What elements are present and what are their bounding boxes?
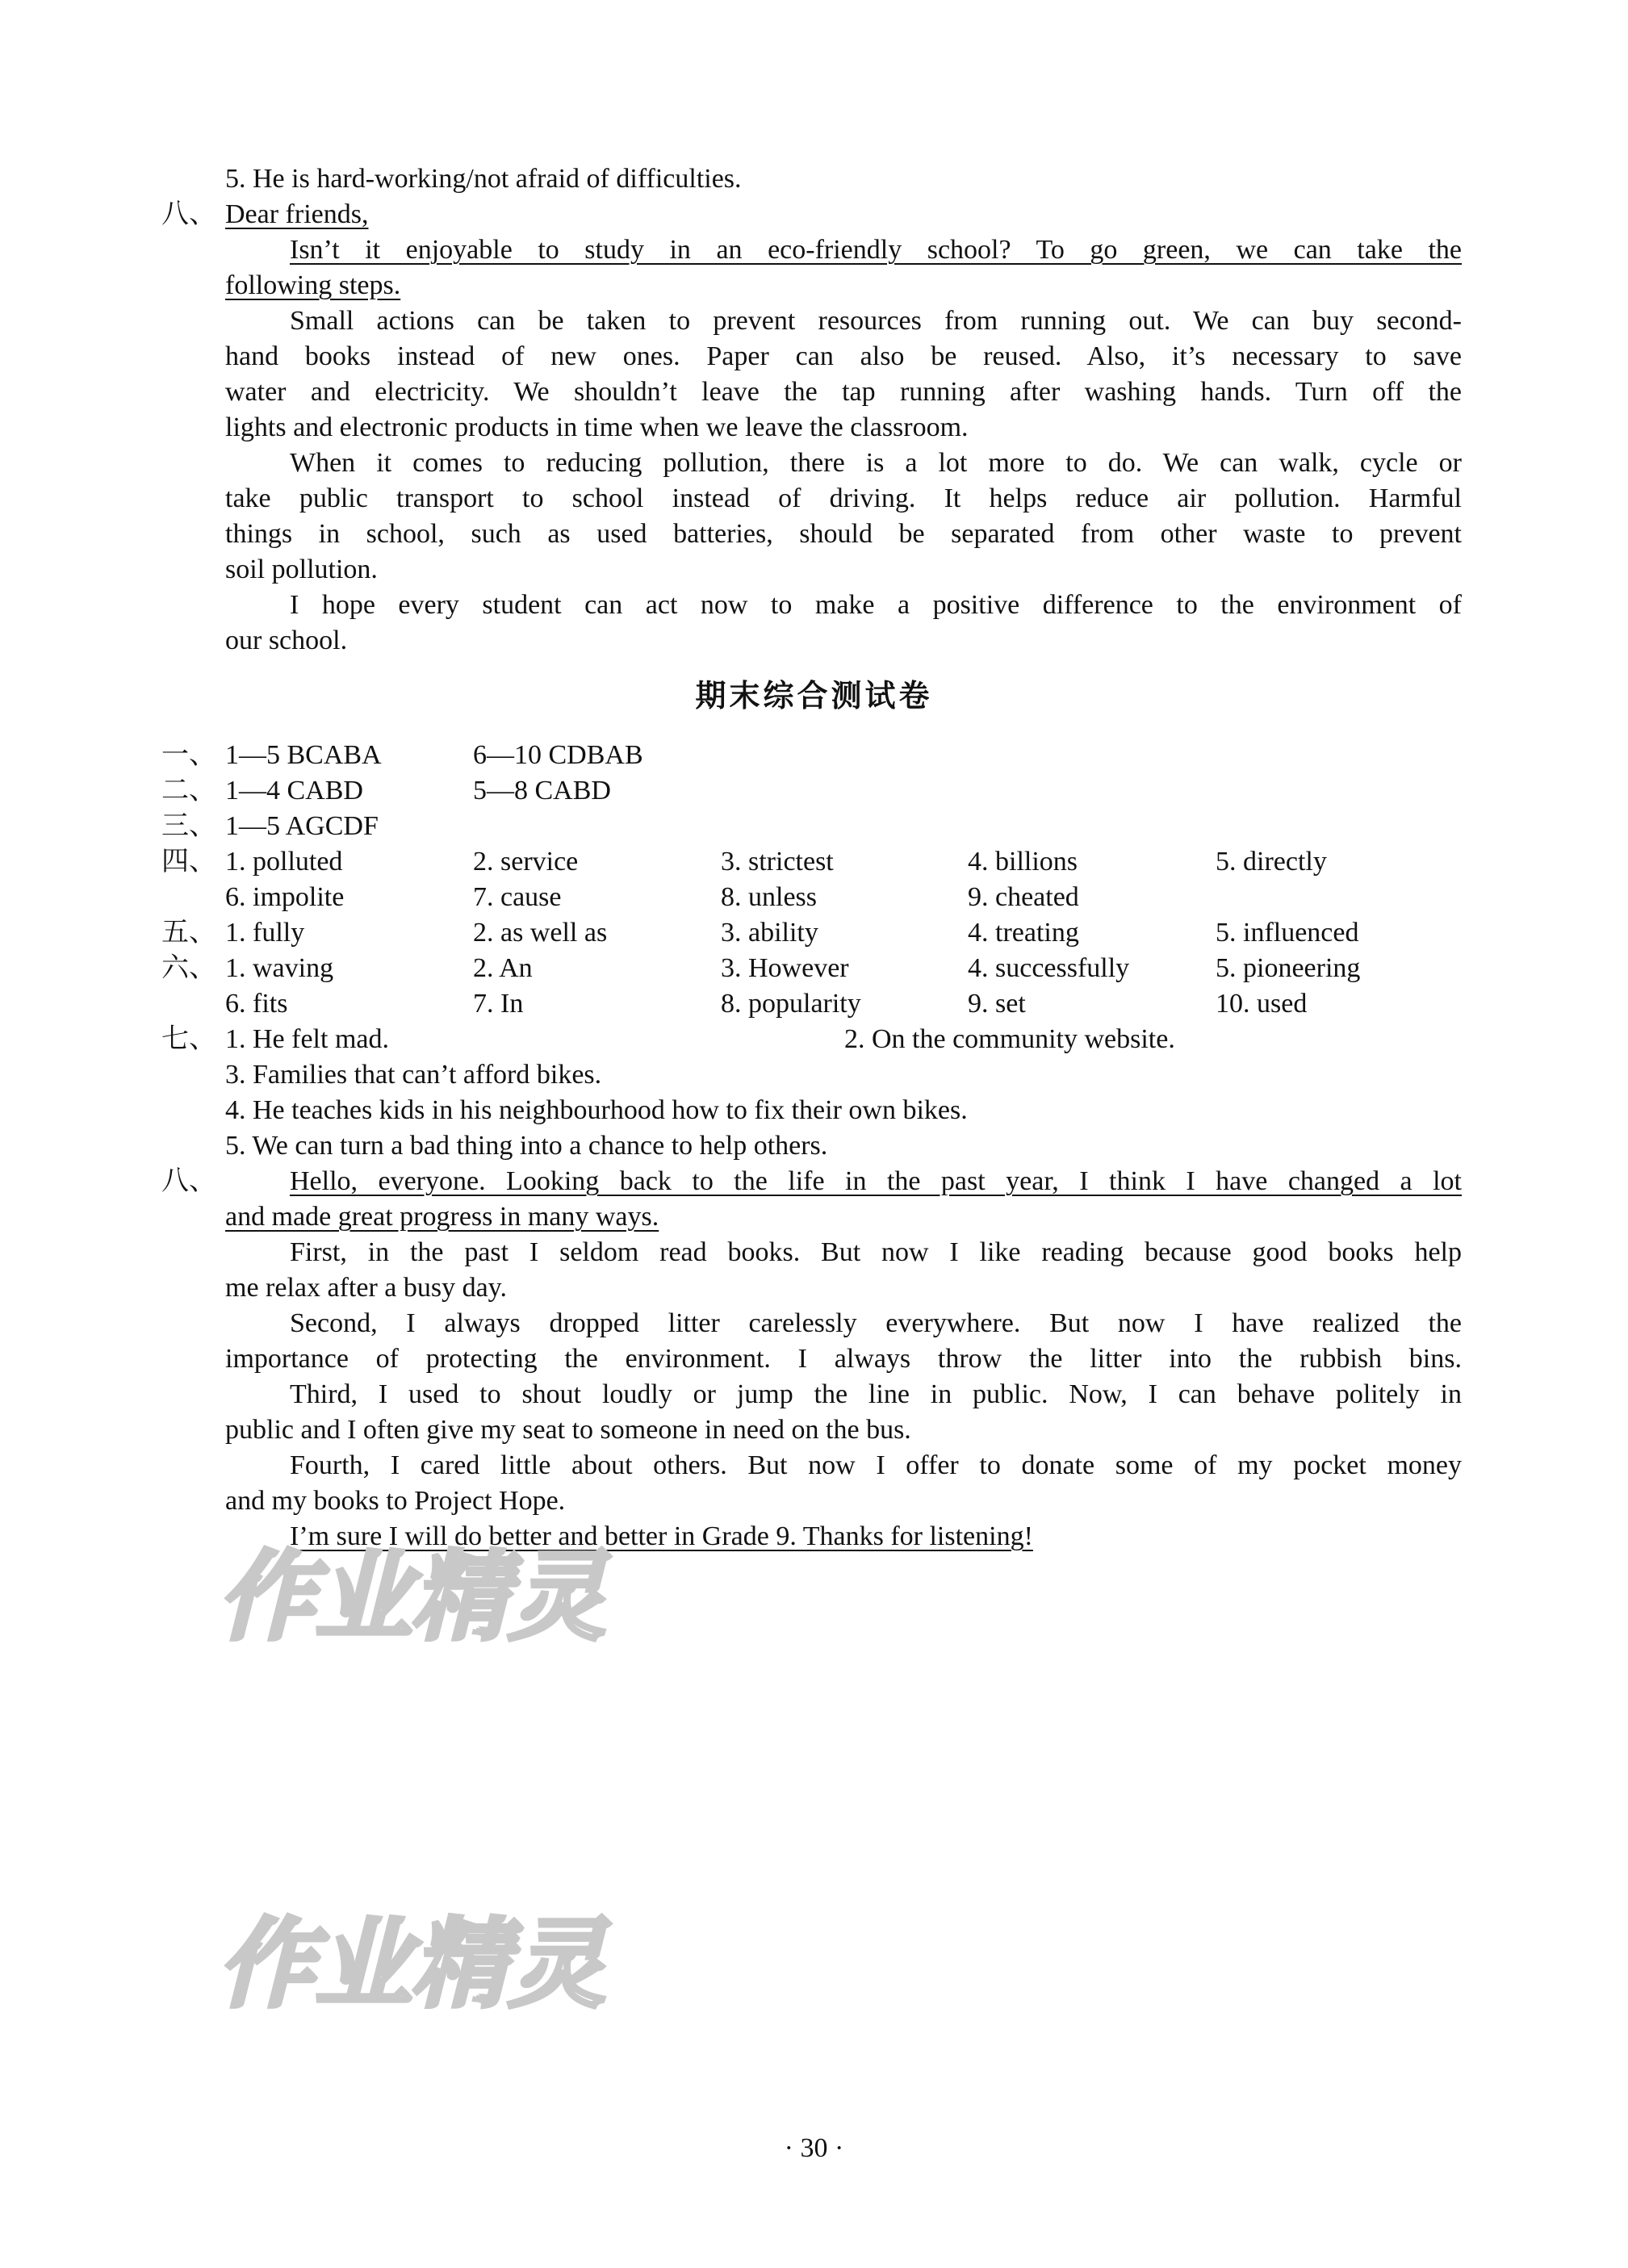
section-number-3: 三、 [161, 811, 216, 841]
answer-cell: 8. popularity [721, 989, 861, 1019]
answer-cell: 8. unless [721, 882, 817, 912]
answer-cell: 2. An [473, 953, 533, 983]
dot-left: · [784, 2133, 801, 2163]
answer-cell: 4. successfully [968, 953, 1130, 983]
answer-cell: 2. service [473, 847, 579, 877]
paragraph-line: Fourth, I cared little about others. But now I offer to donate some of my pocket money [290, 1450, 1462, 1480]
answer-cell: 3. However [721, 953, 849, 983]
paragraph-line: Third, I used to shout loudly or jump the line in public. Now, I can behave politely in [290, 1379, 1462, 1409]
exam-title: 期末综合测试卷 [695, 678, 933, 713]
dot-right: · [827, 2133, 844, 2163]
paragraph-line: and my books to Project Hope. [225, 1486, 566, 1516]
answer-group: 1—5 AGCDF [225, 811, 379, 841]
answer-cell: 1. waving [225, 953, 334, 983]
section-number-4: 四、 [161, 847, 216, 877]
watermark-text: 作业精灵 [218, 1909, 605, 2021]
watermark-text: 作业精灵 [218, 1542, 605, 1654]
letter-greeting: Dear friends, [225, 199, 369, 229]
paragraph-line: Hello, everyone. Looking back to the life in the past year, I think I have changed a lot [290, 1166, 1462, 1196]
section-number-8b: 八、 [161, 1166, 216, 1196]
answer-sentence: 1. He felt mad. [225, 1024, 389, 1054]
answer-cell: 3. strictest [721, 847, 834, 877]
watermark-logo [210, 1901, 662, 2030]
answer-cell: 2. as well as [473, 918, 608, 948]
answer-cell: 1. fully [225, 918, 305, 948]
paragraph-line: I hope every student can act now to make a positive difference to the environment of [290, 590, 1462, 620]
paragraph-line: I’m sure I will do better and better in Grade 9. Thanks for listening! [290, 1521, 1033, 1551]
section-number-7: 七、 [161, 1024, 216, 1054]
paragraph-line: lights and electronic products in time when we leave the classroom. [225, 412, 969, 442]
watermark-logo [210, 1534, 662, 1663]
answer-sentence: 5. We can turn a bad thing into a chance to help others. [225, 1131, 828, 1161]
paragraph-line: things in school, such as used batteries, should be separated from other waste to prevent [225, 519, 1462, 549]
answer-cell: 3. ability [721, 918, 818, 948]
paragraph-line: Isn’t it enjoyable to study in an eco-friendly school? To go green, we can take the [290, 235, 1462, 265]
paragraph-line: soil pollution. [225, 554, 378, 584]
answer-sentence: 3. Families that can’t afford bikes. [225, 1060, 602, 1090]
paragraph-line: public and I often give my seat to someone in need on the bus. [225, 1415, 911, 1445]
answer-cell: 5. directly [1216, 847, 1327, 877]
paragraph-line: water and electricity. We shouldn’t leave the tap running after washing hands. Turn off the [225, 377, 1462, 407]
answer-cell: 4. treating [968, 918, 1079, 948]
answer-item-5: 5. He is hard-working/not afraid of difficulties. [225, 164, 742, 194]
answer-cell: 9. set [968, 989, 1026, 1019]
answer-cell: 6. fits [225, 989, 288, 1019]
answer-cell: 4. billions [968, 847, 1078, 877]
paragraph-line: hand books instead of new ones. Paper can also be reused. Also, it’s necessary to save [225, 341, 1462, 371]
answer-cell: 5. pioneering [1216, 953, 1361, 983]
answer-group: 1—5 BCABA [225, 740, 382, 770]
section-number-8: 八、 [161, 199, 216, 229]
answer-sentence: 2. On the community website. [844, 1024, 1175, 1054]
answer-cell: 10. used [1216, 989, 1308, 1019]
paragraph-line: Second, I always dropped litter carelessly everywhere. But now I have realized the [290, 1308, 1462, 1338]
paragraph-line: First, in the past I seldom read books. But now I like reading because good books help [290, 1237, 1462, 1267]
page-number [0, 2131, 1628, 2166]
paragraph-line: me relax after a busy day. [225, 1273, 507, 1303]
paragraph-line: following steps. [225, 270, 401, 300]
answer-group: 6—10 CDBAB [473, 740, 643, 770]
answer-cell: 1. polluted [225, 847, 343, 877]
answer-cell: 7. cause [473, 882, 562, 912]
answer-group: 5—8 CABD [473, 776, 611, 806]
paragraph-line: and made great progress in many ways. [225, 1202, 659, 1232]
section-number-1: 一、 [161, 740, 216, 770]
answer-cell: 7. In [473, 989, 524, 1019]
answer-sentence: 4. He teaches kids in his neighbourhood how to fix their own bikes. [225, 1095, 968, 1125]
answer-cell: 9. cheated [968, 882, 1079, 912]
answer-cell: 5. influenced [1216, 918, 1359, 948]
section-number-2: 二、 [161, 776, 216, 806]
paragraph-line: When it comes to reducing pollution, there is a lot more to do. We can walk, cycle or [290, 448, 1462, 478]
paragraph-line: our school. [225, 626, 348, 655]
section-number-5: 五、 [161, 918, 216, 948]
paragraph-line: importance of protecting the environment. I always throw the litter into the rubbish bins. [225, 1344, 1462, 1374]
answer-cell: 6. impolite [225, 882, 345, 912]
paragraph-line: Small actions can be taken to prevent resources from running out. We can buy second- [290, 306, 1462, 336]
section-number-6: 六、 [161, 953, 216, 983]
page-number-value: 30 [800, 2133, 828, 2163]
paragraph-line: take public transport to school instead of driving. It helps reduce air pollution. Harmful [225, 483, 1462, 513]
answer-group: 1—4 CABD [225, 776, 363, 806]
